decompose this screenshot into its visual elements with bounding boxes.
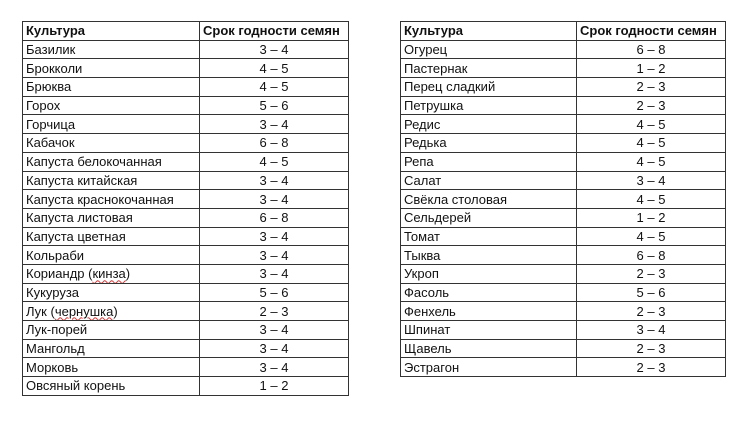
crop-name-cell: Кукуруза xyxy=(23,283,200,302)
crop-name-cell: Брюква xyxy=(23,78,200,97)
spellcheck-underline: чернушка xyxy=(54,303,114,319)
table-row xyxy=(401,302,726,321)
crop-name-cell: Сельдерей xyxy=(401,208,577,227)
table-row xyxy=(23,358,349,377)
table-row xyxy=(23,78,349,97)
table-row xyxy=(23,339,349,358)
shelf-life-cell: 3 – 4 xyxy=(200,227,349,246)
table-row xyxy=(23,264,349,283)
shelf-life-cell: 3 – 4 xyxy=(200,115,349,134)
shelf-life-cell: 1 – 2 xyxy=(577,59,726,78)
table-row xyxy=(401,96,726,115)
spellcheck-underline: кинза xyxy=(92,266,126,282)
table-row xyxy=(23,302,349,321)
crop-name-cell: Фасоль xyxy=(401,283,577,302)
shelf-life-cell: 4 – 5 xyxy=(200,78,349,97)
crop-name-cell: Горчица xyxy=(23,115,200,134)
shelf-life-cell: 4 – 5 xyxy=(200,152,349,171)
crop-name-cell: Капуста цветная xyxy=(23,227,200,246)
crop-name-cell: Морковь xyxy=(23,358,200,377)
crop-name-cell: Шпинат xyxy=(401,321,577,340)
shelf-life-cell: 3 – 4 xyxy=(577,321,726,340)
shelf-life-cell: 2 – 3 xyxy=(577,264,726,283)
crop-name-cell: Кабачок xyxy=(23,134,200,153)
crop-name-cell: Мангольд xyxy=(23,339,200,358)
shelf-life-cell: 4 – 5 xyxy=(577,190,726,209)
table-row xyxy=(23,40,349,59)
table-row xyxy=(23,134,349,153)
shelf-life-cell: 3 – 4 xyxy=(200,246,349,265)
table-row xyxy=(401,264,726,283)
crop-name-cell: Капуста листовая xyxy=(23,208,200,227)
shelf-life-cell: 4 – 5 xyxy=(200,59,349,78)
shelf-life-cell: 3 – 4 xyxy=(200,190,349,209)
crop-name-cell: Перец сладкий xyxy=(401,78,577,97)
crop-name-cell: Томат xyxy=(401,227,577,246)
crop-name-cell: Редис xyxy=(401,115,577,134)
table-row xyxy=(23,171,349,190)
crop-name-cell: Горох xyxy=(23,96,200,115)
shelf-life-cell: 6 – 8 xyxy=(200,208,349,227)
crop-name-cell: Свёкла столовая xyxy=(401,190,577,209)
table-row xyxy=(23,59,349,78)
column-header-shelf-life: Срок годности семян xyxy=(200,22,349,41)
table-row xyxy=(23,115,349,134)
shelf-life-cell: 4 – 5 xyxy=(577,227,726,246)
crop-name-cell: Кориандр (кинза) xyxy=(23,264,200,283)
table-row xyxy=(23,208,349,227)
shelf-life-cell: 3 – 4 xyxy=(577,171,726,190)
crop-name-cell: Огурец xyxy=(401,40,577,59)
shelf-life-cell: 3 – 4 xyxy=(200,321,349,340)
table-row xyxy=(23,152,349,171)
crop-name-cell: Капуста китайская xyxy=(23,171,200,190)
column-header-shelf-life: Срок годности семян xyxy=(577,22,726,41)
shelf-life-cell: 2 – 3 xyxy=(577,339,726,358)
shelf-life-cell: 3 – 4 xyxy=(200,40,349,59)
shelf-life-cell: 3 – 4 xyxy=(200,358,349,377)
table-row xyxy=(401,190,726,209)
table-row xyxy=(23,190,349,209)
table-row xyxy=(23,227,349,246)
crop-name-cell: Кольраби xyxy=(23,246,200,265)
crop-name-cell: Щавель xyxy=(401,339,577,358)
crop-name-cell: Лук (чернушка) xyxy=(23,302,200,321)
table-header-row xyxy=(23,22,349,41)
crop-name-cell: Петрушка xyxy=(401,96,577,115)
table-row xyxy=(401,339,726,358)
crop-name-cell: Редька xyxy=(401,134,577,153)
table-row xyxy=(401,321,726,340)
crop-name-cell: Пастернак xyxy=(401,59,577,78)
shelf-life-cell: 4 – 5 xyxy=(577,152,726,171)
crop-name-cell: Фенхель xyxy=(401,302,577,321)
table-row xyxy=(23,246,349,265)
shelf-life-cell: 3 – 4 xyxy=(200,264,349,283)
table-row xyxy=(401,283,726,302)
table-row xyxy=(401,152,726,171)
table-row xyxy=(401,40,726,59)
shelf-life-cell: 6 – 8 xyxy=(577,40,726,59)
shelf-life-cell: 5 – 6 xyxy=(577,283,726,302)
crop-name-cell: Тыква xyxy=(401,246,577,265)
shelf-life-cell: 2 – 3 xyxy=(577,358,726,377)
shelf-life-cell: 2 – 3 xyxy=(577,78,726,97)
crop-name-cell: Эстрагон xyxy=(401,358,577,377)
crop-name-cell: Укроп xyxy=(401,264,577,283)
shelf-life-cell: 5 – 6 xyxy=(200,283,349,302)
shelf-life-cell: 4 – 5 xyxy=(577,115,726,134)
shelf-life-cell: 1 – 2 xyxy=(577,208,726,227)
table-row xyxy=(401,208,726,227)
table-row xyxy=(401,171,726,190)
crop-name-cell: Лук-порей xyxy=(23,321,200,340)
crop-name-cell: Капуста краснокочанная xyxy=(23,190,200,209)
crop-name-cell: Брокколи xyxy=(23,59,200,78)
table-header-row xyxy=(401,22,726,41)
table-row xyxy=(23,283,349,302)
shelf-life-cell: 2 – 3 xyxy=(577,302,726,321)
shelf-life-cell: 2 – 3 xyxy=(200,302,349,321)
seed-shelf-life-table-right xyxy=(400,21,726,377)
shelf-life-cell: 3 – 4 xyxy=(200,339,349,358)
shelf-life-cell: 3 – 4 xyxy=(200,171,349,190)
table-row xyxy=(23,377,349,396)
shelf-life-cell: 2 – 3 xyxy=(577,96,726,115)
column-header-crop: Культура xyxy=(401,22,577,41)
table-row xyxy=(401,246,726,265)
seed-shelf-life-table-left xyxy=(22,21,349,396)
column-header-crop: Культура xyxy=(23,22,200,41)
table-row xyxy=(401,115,726,134)
shelf-life-cell: 5 – 6 xyxy=(200,96,349,115)
crop-name-cell: Салат xyxy=(401,171,577,190)
shelf-life-cell: 4 – 5 xyxy=(577,134,726,153)
shelf-life-cell: 1 – 2 xyxy=(200,377,349,396)
crop-name-cell: Базилик xyxy=(23,40,200,59)
table-row xyxy=(401,59,726,78)
crop-name-cell: Репа xyxy=(401,152,577,171)
crop-name-cell: Капуста белокочанная xyxy=(23,152,200,171)
crop-name-cell: Овсяный корень xyxy=(23,377,200,396)
table-row xyxy=(23,321,349,340)
table-row xyxy=(23,96,349,115)
table-row xyxy=(401,358,726,377)
shelf-life-cell: 6 – 8 xyxy=(200,134,349,153)
table-row xyxy=(401,227,726,246)
table-row xyxy=(401,134,726,153)
shelf-life-cell: 6 – 8 xyxy=(577,246,726,265)
table-row xyxy=(401,78,726,97)
